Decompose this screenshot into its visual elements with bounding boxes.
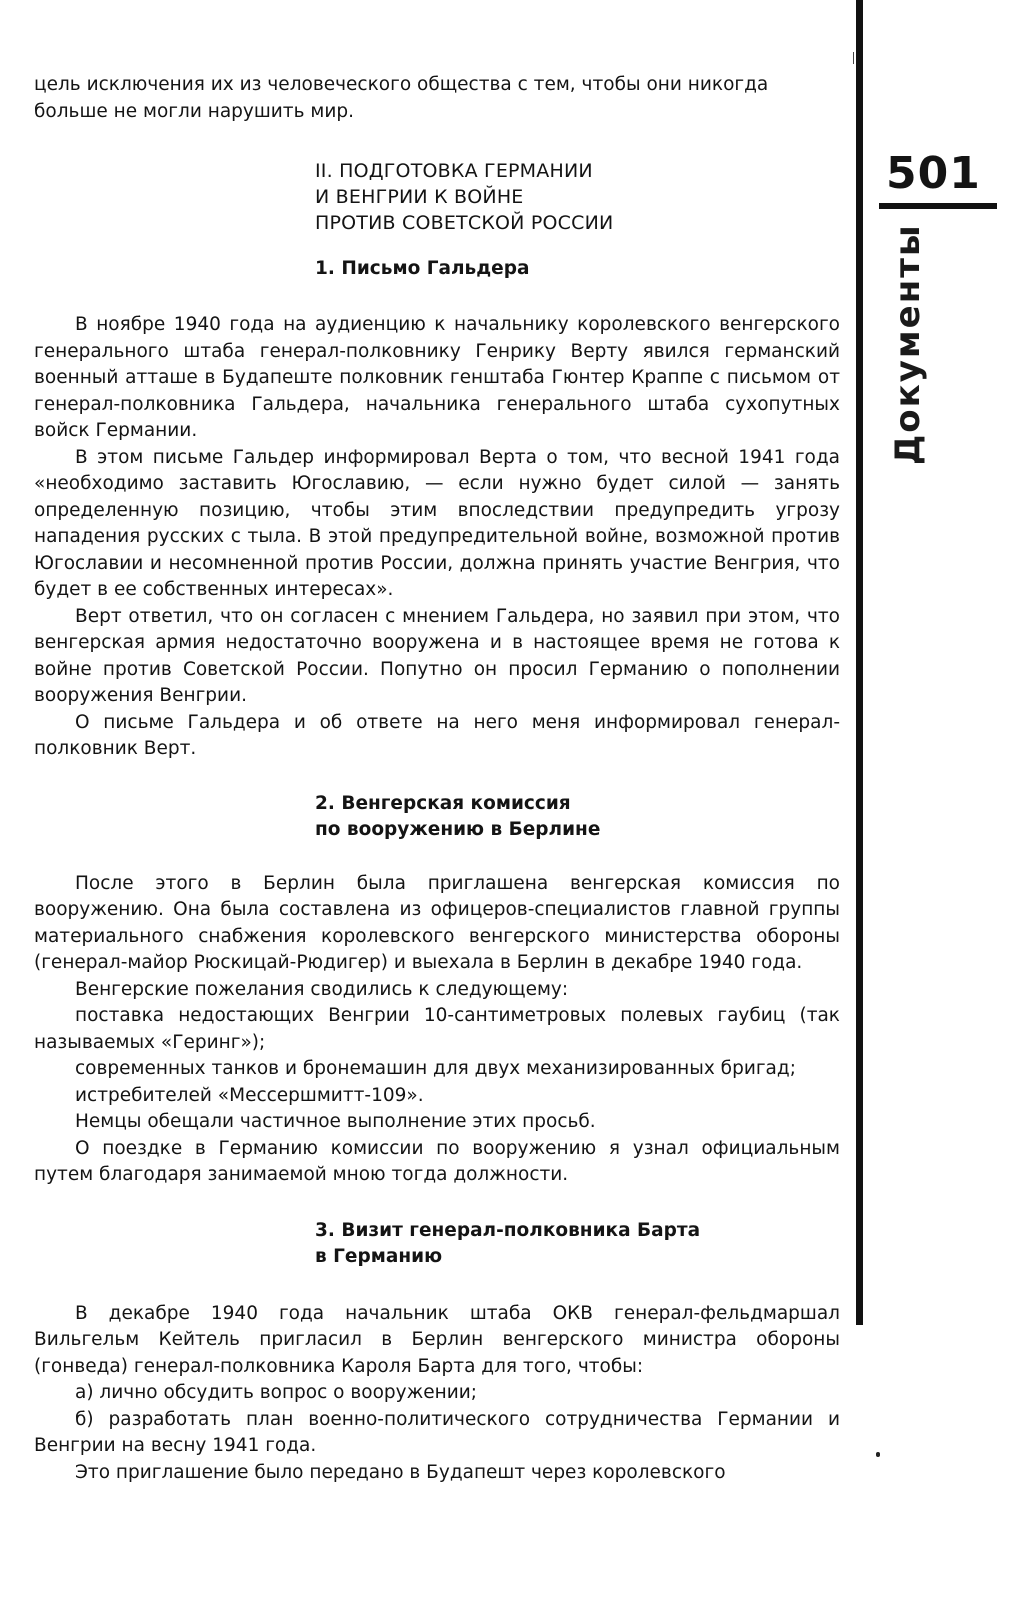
list-item: современных танков и бронемашин для двух механизированных бригад; bbox=[75, 1058, 796, 1079]
chapter-heading-line-2: И ВЕНГРИИ К ВОЙНЕ bbox=[315, 186, 524, 208]
paragraph: После этого в Берлин была приглашена венгерская комиссия по вооружению. Она была составлена из офицеров-специалистов главной группы материального снабжения королевского венгерского министерства обороны (генерал-майор Рюскицай-Рюдигер) и выехала в Берлин в декабре 1940 года. bbox=[34, 872, 840, 973]
intro-text bbox=[34, 72, 840, 125]
list-item: б) разработать план военно-политического сотрудничества Германии и Венгрии на весну 1941 года. bbox=[34, 1408, 840, 1456]
section-2-title-line-2: по вооружению в Берлине bbox=[315, 818, 601, 840]
intro-line-1: цель исключения их из человеческого общества с тем, чтобы они никогда bbox=[34, 74, 769, 95]
section-side-label: Документы bbox=[888, 223, 928, 465]
paragraph: Немцы обещали частичное выполнение этих просьб. bbox=[75, 1111, 596, 1132]
chapter-heading bbox=[315, 158, 840, 236]
paragraph: Это приглашение было передано в Будапешт через королевского bbox=[75, 1461, 726, 1483]
intro-line-2: больше не могли нарушить мир. bbox=[34, 100, 354, 122]
page-number: 501 bbox=[886, 148, 981, 199]
list-item: поставка недостающих Венгрии 10-сантиметровых полевых гаубиц (так называемых «Геринг»); bbox=[34, 1005, 840, 1053]
chapter-heading-line-1: II. ПОДГОТОВКА ГЕРМАНИИ bbox=[315, 160, 593, 182]
list-item: истребителей «Мессершмитт-109». bbox=[75, 1084, 424, 1106]
margin-mark bbox=[853, 52, 854, 64]
paragraph: В этом письме Гальдер информировал Верта о том, что весной 1941 года «необходимо заставить Югославию, — если нужно будет силой — занять определенную позицию, чтобы этим впоследствии предупредить угрозу нападения русских с тыла. В этой предупредительной войне, возможной против Югославии и несомненной против России, должна принять участие Венгрия, что будет в ее собственных интересах». bbox=[34, 446, 840, 600]
paragraph: В ноябре 1940 года на аудиенцию к начальнику королевского венгерского генерального штаба генерал-полковнику Генрику Верту явился германский военный атташе в Будапеште полковник генштаба Гюнтер Краппе с письмом от генерал-полковника Гальдера, начальника генерального штаба сухопутных войск Германии. bbox=[34, 314, 840, 441]
section-3-title bbox=[315, 1218, 840, 1270]
paragraph: Верт ответил, что он согласен с мнением Гальдера, но заявил при этом, что венгерская армия недостаточно вооружена и в настоящее время не готова к войне против Советской России. Попутно он просил Германию о пополнении вооружения Венгрии. bbox=[34, 605, 840, 706]
list-item: а) лично обсудить вопрос о вооружении; bbox=[75, 1382, 478, 1403]
section-1-title bbox=[315, 256, 840, 282]
section-3-title-line-2: в Германию bbox=[315, 1245, 443, 1267]
chapter-heading-line-3: ПРОТИВ СОВЕТСКОЙ РОССИИ bbox=[315, 212, 614, 234]
page-body bbox=[34, 72, 840, 1486]
section-3-title-line-1: 3. Визит генерал-полковника Барта bbox=[315, 1219, 701, 1241]
section-2-title bbox=[315, 791, 840, 843]
vertical-rule bbox=[856, 0, 863, 1325]
paragraph: В декабре 1940 года начальник штаба ОКВ генерал-фельдмаршал Вильгельм Кейтель пригласил в Берлин венгерского министра обороны (гонведа) генерал-полковника Кароля Барта для того, чтобы: bbox=[34, 1302, 840, 1377]
margin-dot bbox=[876, 1452, 880, 1457]
section-2-title-line-1: 2. Венгерская комиссия bbox=[315, 792, 571, 814]
paragraph: Венгерские пожелания сводились к следующему: bbox=[75, 978, 569, 1000]
section-1-title-text: 1. Письмо Гальдера bbox=[315, 258, 530, 279]
page-number-underline bbox=[879, 203, 997, 209]
paragraph: О письме Гальдера и об ответе на него меня информировал генерал-полковник Верт. bbox=[34, 711, 840, 759]
paragraph: О поездке в Германию комиссии по вооружению я узнал официальным путем благодаря занимаемой мною тогда должности. bbox=[34, 1137, 840, 1185]
